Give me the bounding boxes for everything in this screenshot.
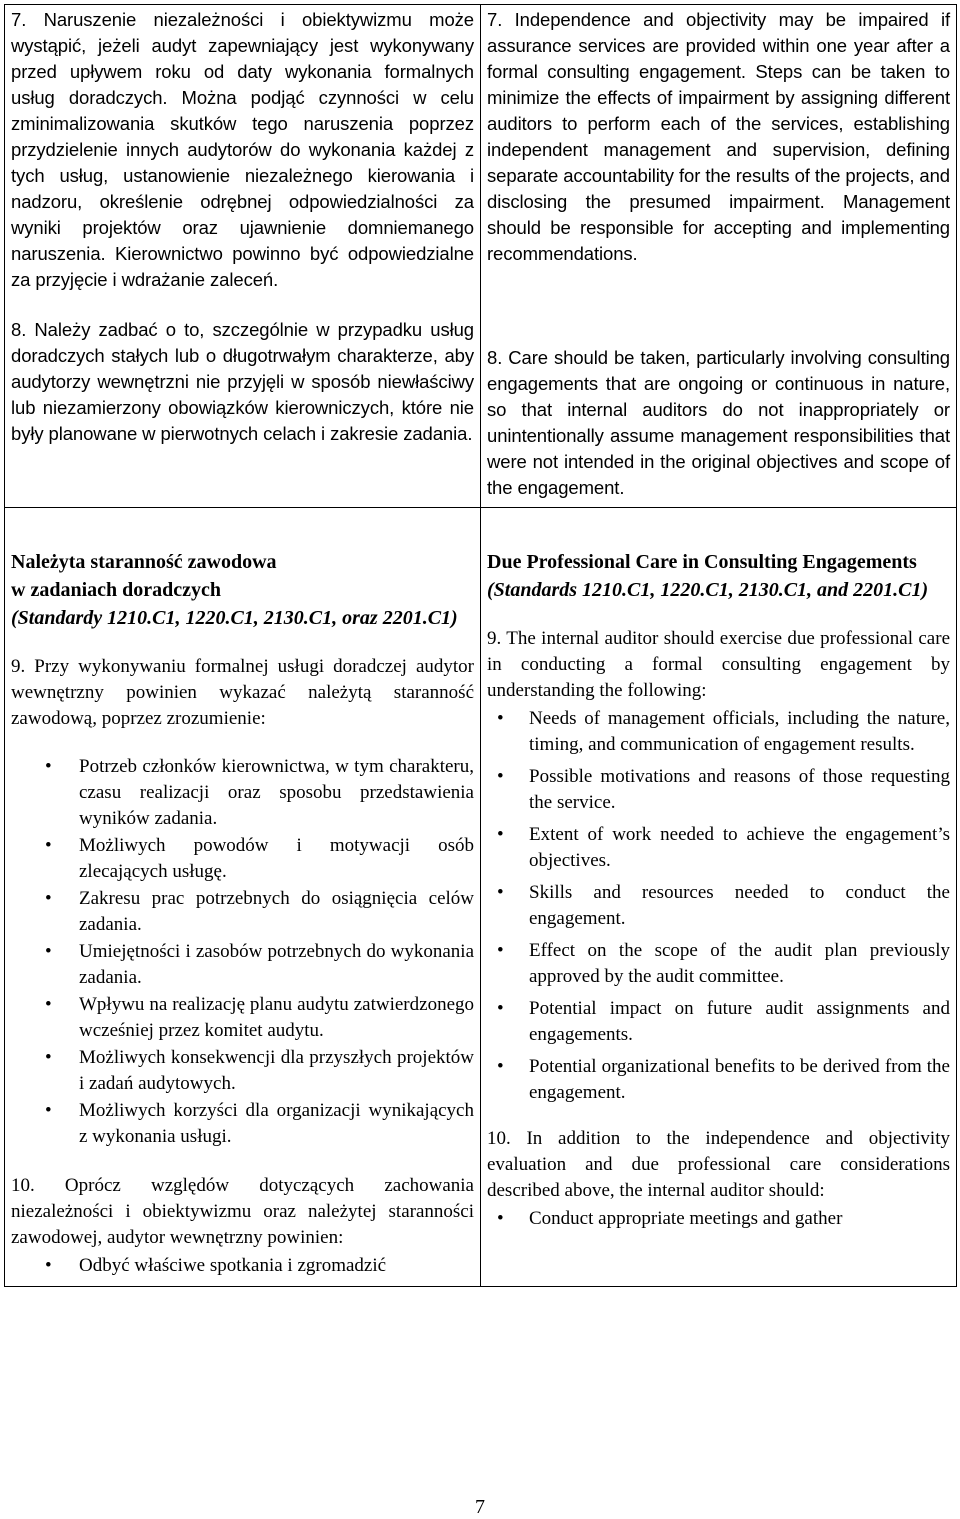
list-item [11,1045,474,1097]
list-item-text: Wpływu na realizację planu audytu zatwierdzonego wcześniej przez komitet audytu. [79,994,474,1041]
bullet-icon: • [45,994,52,1015]
paragraph-8-pl: 8. Należy zadbać o to, szczególnie w przypadku usług doradczych stałych lub o długotrwałym charakterze, aby audytorzy wewnętrzni nie przyjęli w sposób niewłaściwy lub niezamierzony obowiązków kierowniczych, które nie były planowane w pierwotnych celach i zakresie zadania. [11,319,474,444]
table-row [5,5,957,508]
bullet-icon: • [45,941,52,962]
list-item-text: Możliwych powodów i motywacji osób zlecających usługę. [79,835,474,882]
section-heading-en: Due Professional Care in Consulting Engagements [487,551,917,573]
list-item-text: Effect on the scope of the audit plan previously approved by the audit committee. [529,940,950,987]
list-item [487,1054,950,1106]
list-item [487,764,950,816]
page-number: 7 [475,1496,485,1518]
list-item-text: Umiejętności i zasobów potrzebnych do wykonania zadania. [79,941,474,988]
standards-ref-en: (Standards 1210.C1, 1220.C1, 2130.C1, and 2201.C1) [487,579,929,601]
paragraph-7-en: 7. Independence and objectivity may be impaired if assurance services are provided within one year after a formal consulting engagement. Steps can be taken to minimize the effects of impairment by assigning different auditors to perform each of the services, establishing independent management and supervision, defining separate accountability for the results of the projects, and disclosing the presumed impairment. Management should be responsible for accepting and implementing recommendations. [487,9,950,264]
bullet-icon: • [45,835,52,856]
cell-english [481,5,957,508]
bullet-icon: • [45,1255,52,1276]
bullet-list-pl [11,754,474,1150]
list-item [11,754,474,832]
paragraph-10-pl: 10. Oprócz względów dotyczących zachowania niezależności i obiektywizmu oraz należytej staranności zawodowej, audytor wewnętrzny powinien: [11,1175,474,1248]
list-item-text: Odbyć właściwe spotkania i zgromadzić [79,1255,387,1276]
list-item-text: Potential impact on future audit assignments and engagements. [529,998,950,1045]
bullet-icon: • [497,708,504,729]
list-item [487,706,950,758]
list-item [487,1206,950,1232]
paragraph-7-pl: 7. Naruszenie niezależności i obiektywizmu może wystąpić, jeżeli audyt zapewniający jest wykonywany przed upływem roku od daty wykonania formalnych usług doradczych. Można podjąć czynności w celu zminimalizowania skutków tego naruszenia poprzez przydzielenie innych audytorów do wykonania każdej z tych usług, ustanowienie niezależnego kierowania i nadzoru, określenie odrębnej odpowiedzialności za wyniki projektów oraz ujawnienie domniemanego naruszenia. Kierownictwo powinno być odpowiedzialne za przyjęcie i wdrażanie zaleceń. [11,9,474,290]
list-item-text: Skills and resources needed to conduct the engagement. [529,882,950,929]
cell-polish [5,508,481,1287]
paragraph-10-en: 10. In addition to the independence and objectivity evaluation and due professional care considerations described above, the internal auditor should: [487,1128,950,1201]
list-item [11,886,474,938]
list-item [11,1253,474,1279]
list-item [487,880,950,932]
list-item-text: Conduct appropriate meetings and gather [529,1208,843,1229]
bullet-icon: • [45,1047,52,1068]
table-row [5,508,957,1287]
bullet-icon: • [497,998,504,1019]
list-item-text: Needs of management officials, including the nature, timing, and communication of engagement results. [529,708,950,755]
bullet-list-pl-10 [11,1253,474,1279]
list-item [487,996,950,1048]
list-item-text: Possible motivations and reasons of those requesting the service. [529,766,950,813]
cell-polish [5,5,481,508]
list-item [11,1098,474,1150]
bullet-icon: • [45,1100,52,1121]
list-item [487,822,950,874]
list-item [11,992,474,1044]
bullet-list-en [487,706,950,1106]
list-item-text: Extent of work needed to achieve the engagement’s objectives. [529,824,950,871]
paragraph-8-en: 8. Care should be taken, particularly involving consulting engagements that are ongoing or continuous in nature, so that internal auditors do not inappropriately or unintentionally assume management responsibilities that were not intended in the original objectives and scope of the engagement. [487,347,950,498]
paragraph-9-en: 9. The internal auditor should exercise due professional care in conducting a formal consulting engagement by understanding the following: [487,628,950,701]
section-heading-pl [11,548,474,604]
list-item-text: Potential organizational benefits to be derived from the engagement. [529,1056,950,1103]
bullet-icon: • [497,1208,504,1229]
cell-english [481,508,957,1287]
list-item [11,833,474,885]
list-item [487,938,950,990]
list-item-text: Możliwych konsekwencji dla przyszłych projektów i zadań audytowych. [79,1047,474,1094]
bullet-icon: • [497,766,504,787]
bullet-icon: • [45,888,52,909]
list-item-text: Możliwych korzyści dla organizacji wynikających z wykonania usługi. [79,1100,474,1147]
heading-line: Należyta staranność zawodowa [11,551,277,573]
list-item [11,939,474,991]
bilingual-table [4,4,957,1287]
bullet-icon: • [497,882,504,903]
list-item-text: Potrzeb członków kierownictwa, w tym charakteru, czasu realizacji oraz sposobu przedstawienia wyników zadania. [79,756,474,829]
bullet-icon: • [497,940,504,961]
standards-ref-pl: (Standardy 1210.C1, 1220.C1, 2130.C1, oraz 2201.C1) [11,607,458,629]
paragraph-9-pl: 9. Przy wykonywaniu formalnej usługi doradczej audytor wewnętrzny powinien wykazać należytą staranność zawodową, poprzez zrozumienie: [11,656,474,729]
bullet-icon: • [497,824,504,845]
list-item-text: Zakresu prac potrzebnych do osiągnięcia celów zadania. [79,888,474,935]
bullet-icon: • [497,1056,504,1077]
heading-line: w zadaniach doradczych [11,579,221,601]
bullet-list-en-10 [487,1206,950,1232]
bullet-icon: • [45,756,52,777]
